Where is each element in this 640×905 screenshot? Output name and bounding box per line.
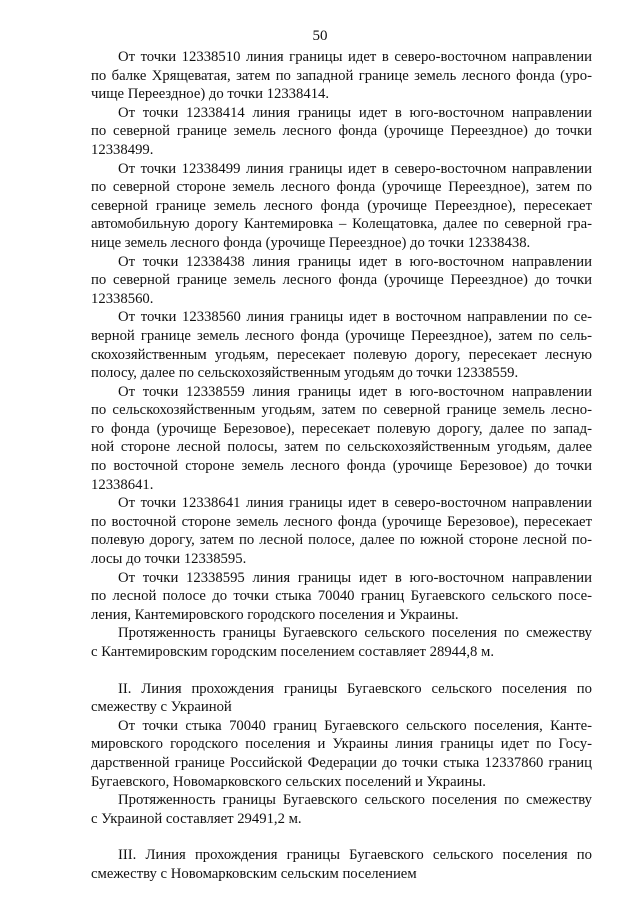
text-line: мировского городского поселения и Украины линия границы идет по Госу- — [91, 736, 592, 753]
text-line: по лесной полосе до точки стыка 70040 границ Бугаевского сельского посе- — [91, 588, 592, 605]
paragraph — [91, 383, 592, 495]
document-body — [91, 48, 592, 884]
section-heading — [91, 680, 592, 717]
paragraph — [91, 253, 592, 309]
text-line: От точки 12338641 линия границы идет в северо-восточном направлении — [118, 495, 592, 512]
text-line: От точки 12338595 линия границы идет в юго-восточном направлении — [118, 569, 592, 586]
section-gap — [91, 828, 592, 846]
text-line: с Кантемировским городским поселением составляет 28944,8 м. — [91, 644, 495, 660]
section-gap — [91, 662, 592, 680]
text-line: верной границе земель лесного фонда (урочище Переездное), затем по сель- — [91, 327, 592, 344]
section-heading — [91, 846, 592, 883]
text-line: От точки 12338438 линия границы идет в юго-восточном направлении — [118, 253, 592, 270]
heading-line: смежеству с Новомарковским сельским поселением — [91, 865, 417, 882]
text-line: От точки 12338510 линия границы идет в северо-восточном направлении — [118, 49, 592, 65]
text-line: северной границе земель лесного фонда (урочище Переездное), пересекает — [91, 197, 592, 214]
text-line: лосы до точки 12338595. — [91, 551, 247, 568]
text-line: дарственной границе Российской Федерации до точки стыка 12337860 границ — [91, 754, 592, 771]
text-line: ной стороне лесной полосы, затем по сельскохозяйственным угодьям, далее — [91, 439, 592, 456]
text-line: Бугаевского, Новомарковского сельских поселений и Украины. — [91, 773, 486, 790]
paragraph — [91, 160, 592, 253]
text-line: с Украиной составляет 29491,2 м. — [91, 810, 302, 827]
text-line: по северной стороне земель лесного фонда (урочище Переездное), затем по — [91, 179, 592, 196]
text-line: по балке Хрящеватая, затем по западной границе земель лесного фонда (уро- — [91, 67, 592, 84]
text-line: От точки 12338414 линия границы идет в юго-восточном направлении — [118, 104, 592, 121]
text-line: От точки 12338499 линия границы идет в северо-восточном направлении — [118, 160, 592, 177]
paragraph — [91, 48, 592, 104]
text-line: Протяженность границы Бугаевского сельского поселения по смежеству — [118, 625, 592, 642]
text-line: 12338499. — [91, 141, 154, 158]
heading-line: III. Линия прохождения границы Бугаевского сельского поселения по — [118, 847, 592, 864]
paragraph — [91, 104, 592, 160]
text-line: по восточной стороне земель лесного фонда (урочище Березовое), пересекает — [91, 513, 592, 530]
heading-line: II. Линия прохождения границы Бугаевского сельского поселения по — [118, 680, 592, 697]
paragraph — [91, 494, 592, 568]
text-line: 12338641. — [91, 476, 154, 493]
paragraph — [91, 569, 592, 625]
text-line: скохозяйственным угодьям, пересекает полевую дорогу, пересекает лесную — [91, 346, 592, 363]
paragraph — [91, 717, 592, 791]
text-line: От точки 12338559 линия границы идет в юго-восточном направлении — [118, 383, 592, 400]
text-line: по восточной стороне земель лесного фонда (урочище Березовое) до точки — [91, 458, 592, 475]
text-line: полевую дорогу, затем по лесной полосе, далее по южной стороне лесной по- — [91, 532, 592, 549]
text-line: От точки стыка 70040 границ Бугаевского сельского поселения, Канте- — [118, 717, 592, 734]
paragraph — [91, 308, 592, 382]
text-line: по северной границе земель лесного фонда (урочище Переездное) до точки — [91, 123, 592, 140]
text-line: ления, Кантемировского городского поселения и Украины. — [91, 606, 459, 623]
page-number: 50 — [312, 28, 328, 44]
text-line: 12338560. — [91, 290, 154, 307]
text-line: чище Переездное) до точки 12338414. — [91, 86, 330, 103]
text-line: полосу, далее по сельскохозяйственным угодьям до точки 12338559. — [91, 365, 519, 382]
text-line: Протяженность границы Бугаевского сельского поселения по смежеству — [118, 792, 592, 809]
paragraph — [91, 791, 592, 828]
text-line: по сельскохозяйственным угодьям, затем по северной границе земель лесно- — [91, 402, 592, 419]
text-line: го фонда (урочище Березовое), пересекает полевую дорогу, далее по запад- — [91, 420, 592, 437]
text-line: От точки 12338560 линия границы идет в восточном направлении по се- — [118, 309, 592, 326]
heading-line: смежеству с Украиной — [91, 699, 232, 716]
paragraph — [91, 624, 592, 661]
text-line: автомобильную дорогу Кантемировка – Колещатовка, далее по северной гра- — [91, 216, 592, 233]
text-line: нице земель лесного фонда (урочище Переездное) до точки 12338438. — [91, 234, 531, 251]
text-line: по северной границе земель лесного фонда (урочище Переездное) до точки — [91, 272, 592, 289]
